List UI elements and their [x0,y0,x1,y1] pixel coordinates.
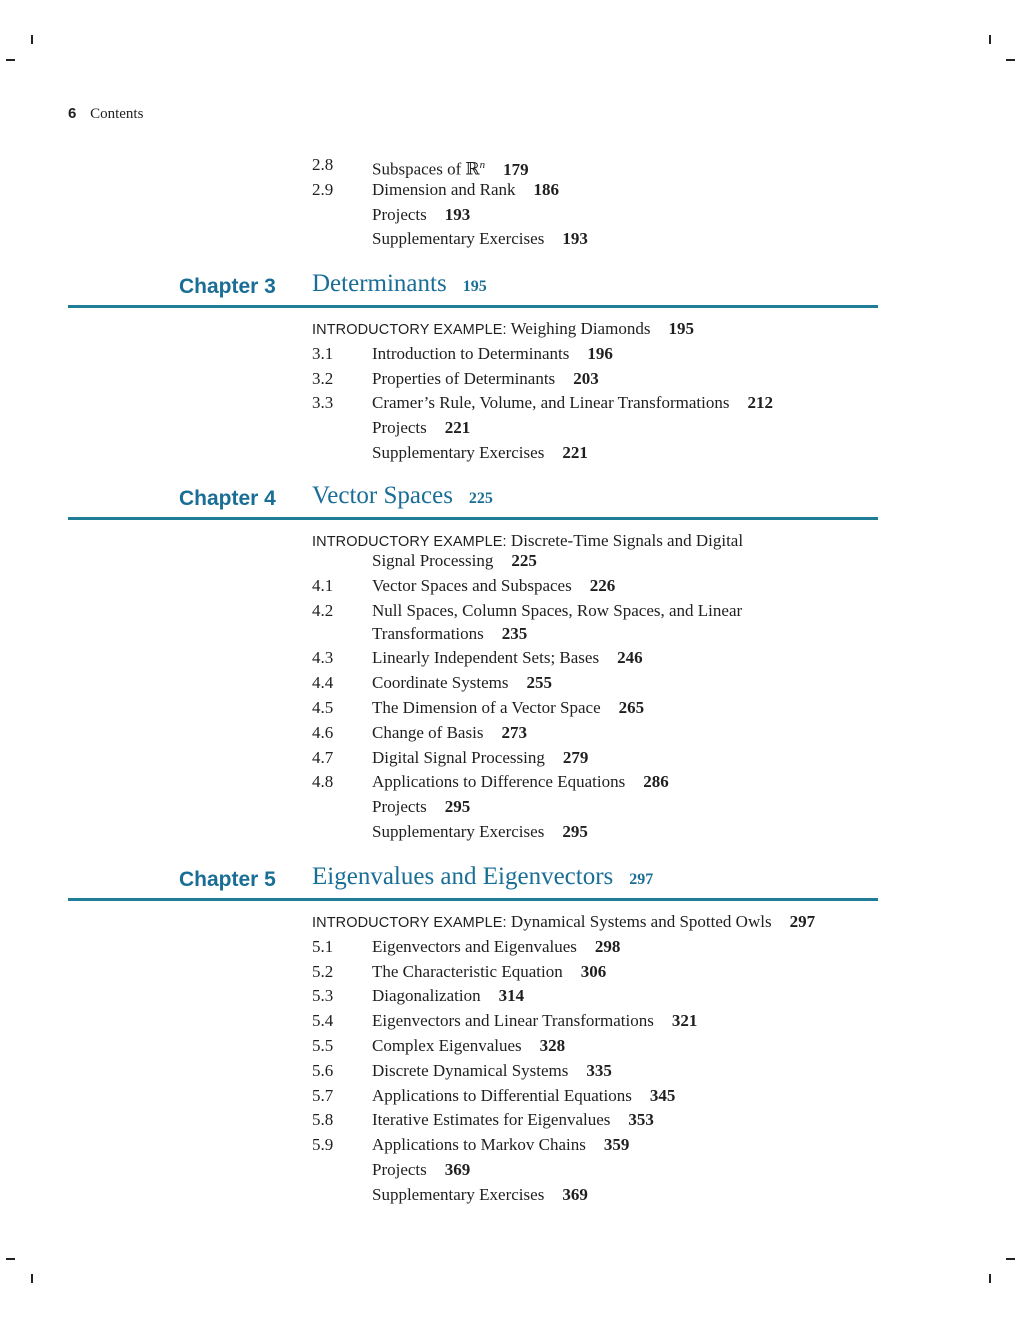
section-title: Transformations 235 [372,623,528,643]
toc-entry[interactable] [0,204,1020,226]
section-title: Linearly Independent Sets; Bases 246 [372,648,643,668]
page-number: 195 [668,319,694,338]
section-title: Coordinate Systems 255 [372,673,552,693]
page-number: 255 [526,673,552,693]
section-title: Diagonalization 314 [372,986,525,1006]
toc-entry[interactable] [0,343,1020,365]
page-number: 306 [580,961,607,981]
toc-entry[interactable] [0,747,1020,769]
section-title: Projects 295 [372,797,471,817]
running-head-label: Contents [90,106,144,122]
toc-entry[interactable] [0,179,1020,201]
toc-entry[interactable] [0,1159,1020,1181]
section-number: 5.5 [312,1036,334,1055]
chapter-label: Chapter 4 [179,487,276,510]
page-number: 179 [503,159,529,179]
section-number: 3.1 [312,343,334,363]
section-title: Applications to Markov Chains 359 [372,1135,630,1155]
section-number: 4.5 [312,698,334,717]
chapter-rule [68,898,878,901]
page-number: 225 [511,551,537,570]
chapter-page-number: 297 [629,871,654,888]
toc-entry[interactable] [0,575,1020,597]
section-title: Properties of Determinants 203 [372,368,599,388]
section-title: Applications to Differential Equations 345 [372,1085,676,1105]
chapter-rule [68,305,878,308]
toc-entry[interactable] [0,936,1020,958]
introductory-example[interactable] [0,911,1020,933]
chapter-title: Eigenvalues and Eigenvectors 297 [312,863,654,890]
toc-entry[interactable] [0,821,1020,843]
section-title: Iterative Estimates for Eigenvalues 353 [372,1110,654,1130]
introductory-example[interactable] [0,318,1020,340]
toc-entry[interactable] [0,1035,1020,1057]
section-title: Supplementary Exercises 221 [372,443,588,462]
toc-entry[interactable] [0,672,1020,694]
section-title: The Dimension of a Vector Space 265 [372,698,645,717]
page-number: 295 [444,797,471,817]
page-number: 359 [603,1135,630,1155]
toc-entry[interactable] [0,154,1020,179]
toc-entry[interactable] [0,796,1020,818]
crop-mark [989,35,991,44]
page-number: 353 [628,1110,654,1130]
section-title: Complex Eigenvalues 328 [372,1036,566,1055]
section-number: 4.1 [312,575,334,595]
introductory-example-title: Dynamical Systems and Spotted Owls 297 [510,912,816,931]
page-number: 212 [747,393,773,413]
page-number: 314 [498,986,525,1006]
section-title: Eigenvectors and Linear Transformations 321 [372,1011,698,1031]
introductory-example-title: Discrete-Time Signals and Digital [510,531,744,550]
section-number: 3.2 [312,368,334,388]
section-number: 5.4 [312,1011,334,1031]
page-number: 186 [533,179,560,199]
crop-mark [1006,59,1015,61]
chapter-label: Chapter 5 [179,868,276,891]
section-number: 5.8 [312,1110,334,1130]
chapter-label: Chapter 3 [179,275,276,298]
toc-entry[interactable] [0,771,1020,793]
section-title: Eigenvectors and Eigenvalues 298 [372,936,621,956]
page-number: 369 [562,1184,588,1204]
chapter-title: Vector Spaces 225 [312,482,493,509]
introductory-example[interactable] [0,530,1020,552]
chapter-heading [0,861,1020,901]
section-title-superscript: n [479,159,486,171]
crop-mark [989,1274,991,1283]
toc-entry[interactable] [0,1184,1020,1206]
section-number: 5.3 [312,986,334,1006]
section-title: Digital Signal Processing 279 [372,747,589,767]
page-number: 297 [789,912,816,931]
page-number: 193 [444,204,471,224]
toc-entry[interactable] [0,647,1020,669]
section-number: 2.8 [312,155,334,174]
chapter-rule [68,517,878,520]
chapter-page-number: 225 [468,490,493,507]
introductory-example-entry [312,911,815,934]
section-title: Null Spaces, Column Spaces, Row Spaces, and Linear [372,600,743,620]
section-number: 5.9 [312,1135,334,1155]
toc-entry-continuation [0,623,1020,645]
toc-entry[interactable] [0,1060,1020,1082]
toc-entry[interactable] [0,985,1020,1007]
section-title: The Characteristic Equation 306 [372,961,607,981]
section-number: 4.8 [312,772,334,792]
introductory-example-title: Signal Processing 225 [372,551,537,570]
toc-entry[interactable] [0,442,1020,464]
toc-entry[interactable] [0,228,1020,250]
toc-entry[interactable] [0,417,1020,439]
page-number: 335 [586,1060,612,1080]
crop-mark [31,1274,33,1283]
section-number: 5.1 [312,936,334,956]
chapter-title: Determinants 195 [312,270,487,297]
toc-entry[interactable] [0,1109,1020,1131]
introductory-example-title: Weighing Diamonds 195 [510,319,694,338]
crop-mark [6,1258,15,1260]
toc-entry[interactable] [0,961,1020,983]
crop-mark [6,59,15,61]
introductory-example-label: INTRODUCTORY EXAMPLE: [312,322,507,338]
page-number: 273 [501,722,527,742]
crop-mark [31,35,33,44]
page-number: 193 [562,229,588,249]
toc-entry[interactable] [0,1134,1020,1156]
toc-entry[interactable] [0,1085,1020,1107]
running-head-page-number: 6 [68,105,77,122]
page-number: 221 [444,418,471,438]
page-number: 295 [562,822,588,841]
page-number: 345 [649,1085,676,1105]
introductory-example-label: INTRODUCTORY EXAMPLE: [312,915,507,931]
section-title: Dimension and Rank 186 [372,179,560,199]
page-number: 221 [562,443,588,462]
section-title: Discrete Dynamical Systems 335 [372,1060,612,1080]
section-number: 4.3 [312,648,334,668]
chapter-heading [0,480,1020,520]
section-title: Projects 193 [372,204,471,224]
page-number: 286 [643,772,669,792]
page-number: 279 [562,747,589,767]
section-title: Supplementary Exercises 295 [372,822,588,841]
section-title: Projects 369 [372,1160,471,1179]
toc-entry[interactable] [0,392,1020,414]
section-number: 3.3 [312,393,334,413]
page-number: 246 [617,648,643,668]
page-number: 265 [618,698,645,717]
page-number: 328 [539,1036,566,1055]
toc-entry[interactable] [0,722,1020,744]
chapter-heading [0,268,1020,308]
introductory-example-continuation [0,550,1020,572]
crop-mark [1006,1258,1015,1260]
section-number: 4.4 [312,673,334,693]
introductory-example-entry [312,318,694,341]
toc-entry[interactable] [0,600,1020,622]
toc-entry[interactable] [0,697,1020,719]
section-title: Change of Basis 273 [372,722,527,742]
page-number: 196 [587,343,613,363]
section-title: Subspaces of ℝ$^n$ 179 [372,159,529,179]
toc-entry[interactable] [0,1010,1020,1032]
page-number: 235 [501,623,528,643]
page-number: 369 [444,1160,471,1179]
page-number: 321 [671,1011,698,1031]
running-head [68,105,143,123]
section-title: Vector Spaces and Subspaces 226 [372,575,616,595]
section-title: Introduction to Determinants 196 [372,343,613,363]
section-title: Supplementary Exercises 193 [372,229,588,249]
section-number: 5.2 [312,961,334,981]
section-title: Applications to Difference Equations 286 [372,772,669,792]
section-number: 4.6 [312,722,334,742]
page-number: 203 [573,368,599,388]
page-number: 226 [589,575,616,595]
section-number: 5.6 [312,1060,334,1080]
section-number: 2.9 [312,179,334,199]
section-number: 4.7 [312,747,334,767]
section-title: Cramer’s Rule, Volume, and Linear Transformations 212 [372,393,773,413]
chapter-page-number: 195 [462,278,487,295]
section-title: Supplementary Exercises 369 [372,1184,588,1204]
toc-entry[interactable] [0,368,1020,390]
section-number: 5.7 [312,1085,334,1105]
section-title: Projects 221 [372,418,471,438]
page-number: 298 [594,936,621,956]
section-number: 4.2 [312,600,334,620]
introductory-example-label: INTRODUCTORY EXAMPLE: [312,534,507,550]
